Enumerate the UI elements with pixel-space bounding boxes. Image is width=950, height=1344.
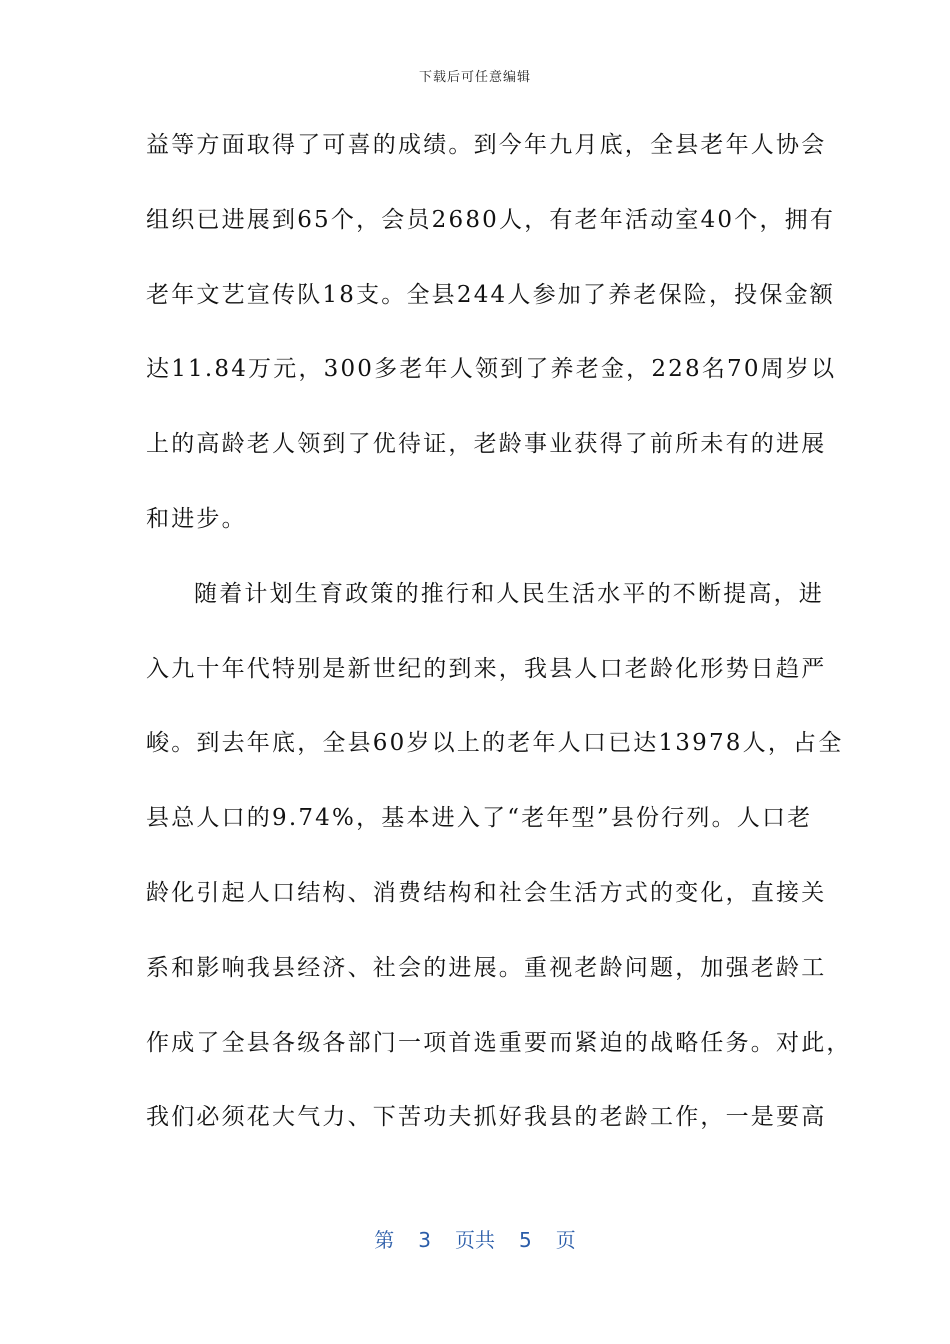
text-line: 上的高龄老人领到了优待证，老龄事业获得了前所未有的进展 bbox=[146, 431, 827, 458]
footer-prefix: 第 bbox=[374, 1228, 395, 1252]
text-line: 达11.84万元，300多老年人领到了养老金，228名70周岁以 bbox=[146, 356, 837, 383]
text-line: 益等方面取得了可喜的成绩。到今年九月底，全县老年人协会 bbox=[146, 132, 827, 158]
text-line: 龄化引起人口结构、消费结构和社会生活方式的变化，直接关 bbox=[146, 879, 827, 906]
text-line: 我们必须花大气力、下苦功夫抓好我县的老龄工作，一是要高 bbox=[146, 1104, 827, 1131]
text-line: 系和影响我县经济、社会的进展。重视老龄问题，加强老龄工 bbox=[146, 954, 827, 981]
current-page-number: 3 bbox=[418, 1228, 431, 1252]
text-line: 随着计划生育政策的推行和人民生活水平的不断提高，进 bbox=[194, 580, 824, 607]
text-line: 入九十年代特别是新世纪的到来，我县人口老龄化形势日趋严 bbox=[146, 655, 827, 682]
footer-suffix: 页 bbox=[555, 1228, 576, 1252]
text-line: 组织已进展到65个，会员2680人，有老年活动室40个，拥有 bbox=[146, 206, 836, 233]
page-footer bbox=[0, 1224, 950, 1253]
total-pages-number: 5 bbox=[519, 1228, 532, 1252]
text-line: 县总人口的9.74%，基本进入了“老年型”县份行列。人口老 bbox=[146, 805, 813, 832]
paragraph-2 bbox=[146, 570, 852, 1168]
text-line: 作成了全县各级各部门一项首选重要而紧迫的战略任务。对此， bbox=[146, 1029, 852, 1056]
document-body bbox=[146, 121, 852, 1168]
text-line: 峻。到去年底，全县60岁以上的老年人口已达13978人，占全 bbox=[146, 730, 844, 757]
footer-middle: 页共 bbox=[455, 1228, 495, 1252]
paragraph-1 bbox=[146, 121, 837, 570]
header-note: 下载后可任意编辑 bbox=[418, 70, 531, 85]
text-line: 老年文艺宣传队18支。全县244人参加了养老保险，投保金额 bbox=[146, 281, 835, 308]
text-line: 和进步。 bbox=[146, 505, 247, 532]
